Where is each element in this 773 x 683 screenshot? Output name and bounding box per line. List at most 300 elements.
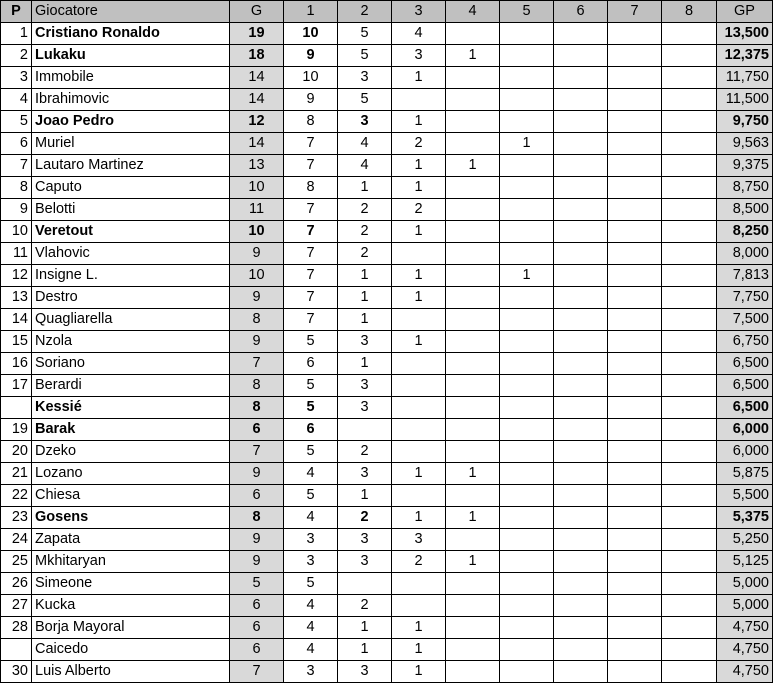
col-6-cell [554, 243, 608, 265]
col-6-cell [554, 331, 608, 353]
col-1-cell: 9 [284, 89, 338, 111]
col-2-cell: 4 [338, 133, 392, 155]
g-cell: 14 [230, 133, 284, 155]
g-cell: 9 [230, 463, 284, 485]
g-cell: 10 [230, 265, 284, 287]
col-3-cell [392, 375, 446, 397]
gp-cell: 12,375 [717, 45, 773, 67]
col-7-cell [608, 397, 662, 419]
gp-cell: 11,500 [717, 89, 773, 111]
col-8-cell [662, 243, 717, 265]
col-8-cell [662, 287, 717, 309]
table-row [1, 265, 773, 287]
col-4-cell [446, 595, 500, 617]
col-1-cell: 5 [284, 485, 338, 507]
col-5-cell [500, 89, 554, 111]
player-name-cell: Borja Mayoral [32, 617, 230, 639]
col-2-cell: 1 [338, 177, 392, 199]
gp-cell: 8,250 [717, 221, 773, 243]
g-cell: 13 [230, 155, 284, 177]
col-2-cell: 1 [338, 309, 392, 331]
col-8-cell [662, 89, 717, 111]
col-7-cell [608, 639, 662, 661]
position-cell: 25 [1, 551, 32, 573]
col-8-cell [662, 595, 717, 617]
col-6-cell [554, 639, 608, 661]
position-cell: 9 [1, 199, 32, 221]
gp-cell: 7,813 [717, 265, 773, 287]
col-8-cell [662, 639, 717, 661]
col-4-cell: 1 [446, 45, 500, 67]
gp-cell: 8,750 [717, 177, 773, 199]
col-4-cell [446, 133, 500, 155]
position-cell [1, 639, 32, 661]
col-2-cell: 3 [338, 661, 392, 683]
position-cell: 16 [1, 353, 32, 375]
position-cell: 8 [1, 177, 32, 199]
col-1-cell: 5 [284, 441, 338, 463]
gp-cell: 5,500 [717, 485, 773, 507]
g-cell: 7 [230, 661, 284, 683]
col-5-cell [500, 287, 554, 309]
col-5-cell [500, 463, 554, 485]
col-3-cell: 2 [392, 551, 446, 573]
position-cell: 23 [1, 507, 32, 529]
player-name-cell: Kessié [32, 397, 230, 419]
col-5-cell [500, 111, 554, 133]
col-1-cell: 7 [284, 287, 338, 309]
col-4-cell [446, 573, 500, 595]
col-3-cell: 1 [392, 639, 446, 661]
g-cell: 18 [230, 45, 284, 67]
gp-cell: 5,000 [717, 595, 773, 617]
player-name-cell: Barak [32, 419, 230, 441]
col-4-cell [446, 639, 500, 661]
col-3-cell [392, 309, 446, 331]
g-cell: 19 [230, 23, 284, 45]
col-2-cell: 5 [338, 45, 392, 67]
col-2-cell: 3 [338, 529, 392, 551]
col-5-cell [500, 485, 554, 507]
col-1-cell: 10 [284, 23, 338, 45]
col-5-cell [500, 199, 554, 221]
col-2-cell: 3 [338, 397, 392, 419]
g-cell: 9 [230, 287, 284, 309]
col-2-cell: 5 [338, 89, 392, 111]
table-row [1, 485, 773, 507]
table-row [1, 67, 773, 89]
gp-cell: 5,000 [717, 573, 773, 595]
g-cell: 7 [230, 441, 284, 463]
col-6-cell [554, 23, 608, 45]
col-4-cell: 1 [446, 551, 500, 573]
col-6-cell [554, 551, 608, 573]
table-row [1, 111, 773, 133]
table-body [1, 23, 773, 683]
g-cell: 8 [230, 309, 284, 331]
table-row [1, 243, 773, 265]
position-cell: 2 [1, 45, 32, 67]
col-7-cell [608, 353, 662, 375]
col-2-cell: 3 [338, 111, 392, 133]
col-3-cell: 1 [392, 265, 446, 287]
col-8-cell [662, 529, 717, 551]
col-7-cell [608, 463, 662, 485]
gp-cell: 11,750 [717, 67, 773, 89]
col-7-cell [608, 573, 662, 595]
position-cell: 20 [1, 441, 32, 463]
header-col-8: 8 [662, 1, 717, 23]
col-1-cell: 4 [284, 617, 338, 639]
col-7-cell [608, 507, 662, 529]
position-cell: 22 [1, 485, 32, 507]
col-2-cell: 1 [338, 617, 392, 639]
col-1-cell: 4 [284, 507, 338, 529]
col-1-cell: 6 [284, 353, 338, 375]
col-1-cell: 7 [284, 309, 338, 331]
col-1-cell: 7 [284, 133, 338, 155]
g-cell: 14 [230, 67, 284, 89]
col-6-cell [554, 375, 608, 397]
position-cell: 15 [1, 331, 32, 353]
player-name-cell: Soriano [32, 353, 230, 375]
col-1-cell: 5 [284, 397, 338, 419]
col-2-cell: 2 [338, 243, 392, 265]
col-5-cell [500, 573, 554, 595]
g-cell: 12 [230, 111, 284, 133]
col-6-cell [554, 397, 608, 419]
col-1-cell: 4 [284, 595, 338, 617]
g-cell: 9 [230, 529, 284, 551]
header-col-7: 7 [608, 1, 662, 23]
col-1-cell: 8 [284, 177, 338, 199]
col-4-cell [446, 529, 500, 551]
player-name-cell: Immobile [32, 67, 230, 89]
col-8-cell [662, 397, 717, 419]
table-row [1, 617, 773, 639]
table-row [1, 397, 773, 419]
col-1-cell: 5 [284, 573, 338, 595]
table-row [1, 463, 773, 485]
col-5-cell [500, 529, 554, 551]
col-2-cell: 4 [338, 155, 392, 177]
col-7-cell [608, 375, 662, 397]
col-4-cell [446, 331, 500, 353]
col-6-cell [554, 221, 608, 243]
col-7-cell [608, 45, 662, 67]
col-8-cell [662, 573, 717, 595]
col-4-cell [446, 419, 500, 441]
g-cell: 8 [230, 397, 284, 419]
col-6-cell [554, 45, 608, 67]
col-4-cell [446, 67, 500, 89]
col-7-cell [608, 441, 662, 463]
col-1-cell: 7 [284, 199, 338, 221]
col-5-cell [500, 507, 554, 529]
col-5-cell: 1 [500, 265, 554, 287]
player-name-cell: Luis Alberto [32, 661, 230, 683]
g-cell: 6 [230, 419, 284, 441]
position-cell: 28 [1, 617, 32, 639]
col-3-cell [392, 243, 446, 265]
position-cell: 5 [1, 111, 32, 133]
col-5-cell [500, 243, 554, 265]
col-5-cell [500, 155, 554, 177]
col-5-cell [500, 331, 554, 353]
player-name-cell: Kucka [32, 595, 230, 617]
col-1-cell: 4 [284, 463, 338, 485]
table-row [1, 155, 773, 177]
table-row [1, 551, 773, 573]
col-6-cell [554, 133, 608, 155]
col-3-cell: 1 [392, 177, 446, 199]
position-cell [1, 397, 32, 419]
table-row [1, 419, 773, 441]
col-5-cell [500, 617, 554, 639]
player-name-cell: Muriel [32, 133, 230, 155]
table-row [1, 177, 773, 199]
col-8-cell [662, 309, 717, 331]
col-2-cell: 1 [338, 639, 392, 661]
g-cell: 10 [230, 221, 284, 243]
col-2-cell [338, 573, 392, 595]
col-3-cell [392, 595, 446, 617]
col-5-cell [500, 45, 554, 67]
col-8-cell [662, 221, 717, 243]
header-col-3: 3 [392, 1, 446, 23]
position-cell: 4 [1, 89, 32, 111]
col-1-cell: 5 [284, 375, 338, 397]
col-2-cell: 2 [338, 507, 392, 529]
col-5-cell [500, 595, 554, 617]
col-7-cell [608, 89, 662, 111]
col-5-cell [500, 67, 554, 89]
col-7-cell [608, 529, 662, 551]
header-col-2: 2 [338, 1, 392, 23]
col-5-cell [500, 177, 554, 199]
col-3-cell: 1 [392, 287, 446, 309]
player-name-cell: Ibrahimovic [32, 89, 230, 111]
col-8-cell [662, 507, 717, 529]
col-3-cell: 1 [392, 661, 446, 683]
player-name-cell: Mkhitaryan [32, 551, 230, 573]
col-3-cell: 1 [392, 67, 446, 89]
col-6-cell [554, 67, 608, 89]
player-name-cell: Lautaro Martinez [32, 155, 230, 177]
col-6-cell [554, 309, 608, 331]
col-4-cell [446, 89, 500, 111]
col-4-cell [446, 221, 500, 243]
col-7-cell [608, 617, 662, 639]
col-2-cell: 1 [338, 265, 392, 287]
position-cell: 1 [1, 23, 32, 45]
col-6-cell [554, 287, 608, 309]
g-cell: 6 [230, 485, 284, 507]
col-4-cell [446, 617, 500, 639]
col-1-cell: 10 [284, 67, 338, 89]
col-4-cell [446, 287, 500, 309]
col-1-cell: 6 [284, 419, 338, 441]
col-8-cell [662, 155, 717, 177]
gp-cell: 6,500 [717, 353, 773, 375]
player-name-cell: Gosens [32, 507, 230, 529]
header-col-6: 6 [554, 1, 608, 23]
col-3-cell [392, 441, 446, 463]
table-row [1, 287, 773, 309]
col-2-cell: 3 [338, 463, 392, 485]
table-row [1, 507, 773, 529]
col-4-cell [446, 661, 500, 683]
position-cell: 12 [1, 265, 32, 287]
col-6-cell [554, 617, 608, 639]
player-name-cell: Vlahovic [32, 243, 230, 265]
col-1-cell: 7 [284, 265, 338, 287]
col-2-cell: 3 [338, 375, 392, 397]
header-col-4: 4 [446, 1, 500, 23]
col-5-cell [500, 353, 554, 375]
header-col-5: 5 [500, 1, 554, 23]
gp-cell: 9,563 [717, 133, 773, 155]
g-cell: 10 [230, 177, 284, 199]
col-8-cell [662, 177, 717, 199]
player-name-cell: Berardi [32, 375, 230, 397]
col-8-cell [662, 661, 717, 683]
table-row [1, 573, 773, 595]
col-7-cell [608, 331, 662, 353]
gp-cell: 6,000 [717, 419, 773, 441]
col-2-cell: 3 [338, 67, 392, 89]
col-2-cell: 3 [338, 331, 392, 353]
col-7-cell [608, 265, 662, 287]
col-2-cell: 5 [338, 23, 392, 45]
col-3-cell: 1 [392, 221, 446, 243]
gp-cell: 5,125 [717, 551, 773, 573]
gp-cell: 8,000 [717, 243, 773, 265]
gp-cell: 5,375 [717, 507, 773, 529]
col-2-cell: 2 [338, 199, 392, 221]
col-6-cell [554, 441, 608, 463]
gp-cell: 9,375 [717, 155, 773, 177]
col-6-cell [554, 199, 608, 221]
col-7-cell [608, 243, 662, 265]
position-cell: 21 [1, 463, 32, 485]
col-7-cell [608, 199, 662, 221]
position-cell: 30 [1, 661, 32, 683]
header-col-1: 1 [284, 1, 338, 23]
col-1-cell: 7 [284, 243, 338, 265]
table-row [1, 331, 773, 353]
col-3-cell: 1 [392, 111, 446, 133]
col-5-cell: 1 [500, 133, 554, 155]
gp-cell: 5,250 [717, 529, 773, 551]
col-4-cell [446, 441, 500, 463]
col-7-cell [608, 67, 662, 89]
col-6-cell [554, 89, 608, 111]
col-3-cell: 1 [392, 155, 446, 177]
col-2-cell: 1 [338, 485, 392, 507]
col-7-cell [608, 551, 662, 573]
gp-cell: 4,750 [717, 661, 773, 683]
col-1-cell: 3 [284, 551, 338, 573]
col-3-cell [392, 353, 446, 375]
col-7-cell [608, 221, 662, 243]
col-7-cell [608, 661, 662, 683]
player-name-cell: Chiesa [32, 485, 230, 507]
col-2-cell: 2 [338, 221, 392, 243]
col-3-cell [392, 89, 446, 111]
g-cell: 9 [230, 551, 284, 573]
player-name-cell: Nzola [32, 331, 230, 353]
col-3-cell: 1 [392, 507, 446, 529]
player-name-cell: Zapata [32, 529, 230, 551]
col-2-cell: 1 [338, 353, 392, 375]
col-4-cell [446, 353, 500, 375]
col-3-cell [392, 485, 446, 507]
table-row [1, 89, 773, 111]
col-8-cell [662, 617, 717, 639]
col-7-cell [608, 133, 662, 155]
gp-cell: 9,750 [717, 111, 773, 133]
g-cell: 6 [230, 617, 284, 639]
player-name-cell: Quagliarella [32, 309, 230, 331]
col-3-cell: 1 [392, 617, 446, 639]
col-4-cell [446, 199, 500, 221]
col-4-cell [446, 265, 500, 287]
col-6-cell [554, 177, 608, 199]
col-1-cell: 3 [284, 529, 338, 551]
col-3-cell: 3 [392, 45, 446, 67]
col-7-cell [608, 177, 662, 199]
col-6-cell [554, 111, 608, 133]
col-6-cell [554, 155, 608, 177]
position-cell: 26 [1, 573, 32, 595]
col-1-cell: 5 [284, 331, 338, 353]
player-name-cell: Simeone [32, 573, 230, 595]
col-3-cell [392, 573, 446, 595]
position-cell: 17 [1, 375, 32, 397]
position-cell: 11 [1, 243, 32, 265]
table-row [1, 133, 773, 155]
header-gp: GP [717, 1, 773, 23]
col-2-cell: 3 [338, 551, 392, 573]
gp-cell: 7,750 [717, 287, 773, 309]
col-1-cell: 4 [284, 639, 338, 661]
col-8-cell [662, 23, 717, 45]
col-8-cell [662, 419, 717, 441]
col-2-cell: 2 [338, 595, 392, 617]
position-cell: 6 [1, 133, 32, 155]
col-3-cell [392, 397, 446, 419]
header-position: P [1, 1, 32, 23]
gp-cell: 6,750 [717, 331, 773, 353]
col-2-cell: 2 [338, 441, 392, 463]
table-row [1, 639, 773, 661]
g-cell: 9 [230, 243, 284, 265]
col-6-cell [554, 529, 608, 551]
col-6-cell [554, 507, 608, 529]
gp-cell: 8,500 [717, 199, 773, 221]
col-3-cell: 1 [392, 463, 446, 485]
gp-cell: 6,000 [717, 441, 773, 463]
col-2-cell [338, 419, 392, 441]
player-name-cell: Joao Pedro [32, 111, 230, 133]
table-row [1, 23, 773, 45]
col-4-cell [446, 111, 500, 133]
col-4-cell [446, 375, 500, 397]
table-row [1, 441, 773, 463]
col-7-cell [608, 23, 662, 45]
col-6-cell [554, 595, 608, 617]
